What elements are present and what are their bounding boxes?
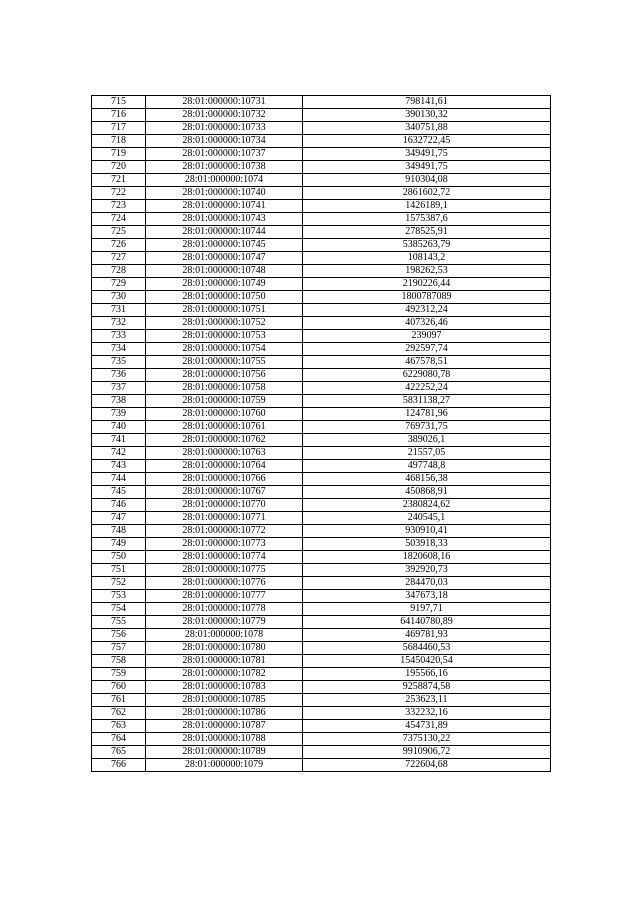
row-number-cell: 762 — [92, 707, 146, 720]
cadastral-number-cell: 28:01:000000:10772 — [146, 525, 303, 538]
cadastral-value-cell: 124781,96 — [303, 408, 551, 421]
cadastral-number-cell: 28:01:000000:10761 — [146, 421, 303, 434]
cadastral-value-cell: 239097 — [303, 330, 551, 343]
table-row — [92, 642, 551, 655]
cadastral-value-cell: 5385263,79 — [303, 239, 551, 252]
cadastral-value-cell: 492312,24 — [303, 304, 551, 317]
cadastral-number-cell: 28:01:000000:10733 — [146, 122, 303, 135]
cadastral-value-cell: 108143,2 — [303, 252, 551, 265]
table-row — [92, 473, 551, 486]
table-row — [92, 525, 551, 538]
cadastral-value-cell: 1426189,1 — [303, 200, 551, 213]
row-number-cell: 738 — [92, 395, 146, 408]
table-row — [92, 603, 551, 616]
table-row — [92, 161, 551, 174]
cadastral-number-cell: 28:01:000000:10744 — [146, 226, 303, 239]
table-row — [92, 239, 551, 252]
cadastral-number-cell: 28:01:000000:10781 — [146, 655, 303, 668]
cadastral-number-cell: 28:01:000000:10785 — [146, 694, 303, 707]
table-row — [92, 252, 551, 265]
table-row — [92, 759, 551, 772]
cadastral-value-cell: 422252,24 — [303, 382, 551, 395]
row-number-cell: 746 — [92, 499, 146, 512]
cadastral-value-cell: 5831138,27 — [303, 395, 551, 408]
row-number-cell: 744 — [92, 473, 146, 486]
cadastral-number-cell: 28:01:000000:10741 — [146, 200, 303, 213]
row-number-cell: 743 — [92, 460, 146, 473]
cadastral-value-cell: 930910,41 — [303, 525, 551, 538]
table-row — [92, 460, 551, 473]
cadastral-value-cell: 240545,1 — [303, 512, 551, 525]
cadastral-number-cell: 28:01:000000:10779 — [146, 616, 303, 629]
row-number-cell: 735 — [92, 356, 146, 369]
table-row — [92, 330, 551, 343]
row-number-cell: 722 — [92, 187, 146, 200]
cadastral-number-cell: 28:01:000000:10759 — [146, 395, 303, 408]
row-number-cell: 747 — [92, 512, 146, 525]
cadastral-value-cell: 278525,91 — [303, 226, 551, 239]
table-row — [92, 564, 551, 577]
cadastral-number-cell: 28:01:000000:10778 — [146, 603, 303, 616]
cadastral-value-cell: 332232,16 — [303, 707, 551, 720]
row-number-cell: 757 — [92, 642, 146, 655]
table-row — [92, 707, 551, 720]
cadastral-number-cell: 28:01:000000:10774 — [146, 551, 303, 564]
cadastral-number-cell: 28:01:000000:10747 — [146, 252, 303, 265]
cadastral-number-cell: 28:01:000000:10754 — [146, 343, 303, 356]
row-number-cell: 761 — [92, 694, 146, 707]
cadastral-value-cell: 64140780,89 — [303, 616, 551, 629]
row-number-cell: 754 — [92, 603, 146, 616]
table-row — [92, 96, 551, 109]
cadastral-value-cell: 407326,46 — [303, 317, 551, 330]
cadastral-number-cell: 28:01:000000:10751 — [146, 304, 303, 317]
cadastral-number-cell: 28:01:000000:10753 — [146, 330, 303, 343]
cadastral-number-cell: 28:01:000000:10771 — [146, 512, 303, 525]
row-number-cell: 723 — [92, 200, 146, 213]
table-row — [92, 655, 551, 668]
cadastral-number-cell: 28:01:000000:10786 — [146, 707, 303, 720]
cadastral-value-cell: 198262,53 — [303, 265, 551, 278]
cadastral-value-cell: 2861602,72 — [303, 187, 551, 200]
cadastral-number-cell: 28:01:000000:10758 — [146, 382, 303, 395]
row-number-cell: 758 — [92, 655, 146, 668]
cadastral-value-cell: 2190226,44 — [303, 278, 551, 291]
cadastral-value-cell: 1575387,6 — [303, 213, 551, 226]
cadastral-value-cell: 6229080,78 — [303, 369, 551, 382]
cadastral-value-cell: 253623,11 — [303, 694, 551, 707]
cadastral-value-cell: 467578,51 — [303, 356, 551, 369]
cadastral-value-cell: 389026,1 — [303, 434, 551, 447]
cadastral-number-cell: 28:01:000000:10731 — [146, 96, 303, 109]
row-number-cell: 749 — [92, 538, 146, 551]
row-number-cell: 727 — [92, 252, 146, 265]
table-row — [92, 616, 551, 629]
cadastral-value-cell: 2380824,62 — [303, 499, 551, 512]
table-row — [92, 694, 551, 707]
table-row — [92, 577, 551, 590]
cadastral-number-cell: 28:01:000000:10766 — [146, 473, 303, 486]
table-row — [92, 486, 551, 499]
cadastral-number-cell: 28:01:000000:10783 — [146, 681, 303, 694]
row-number-cell: 741 — [92, 434, 146, 447]
cadastral-number-cell: 28:01:000000:10734 — [146, 135, 303, 148]
cadastral-value-cell: 722604,68 — [303, 759, 551, 772]
table-row — [92, 538, 551, 551]
cadastral-number-cell: 28:01:000000:10789 — [146, 746, 303, 759]
cadastral-value-cell: 349491,75 — [303, 161, 551, 174]
table-row — [92, 629, 551, 642]
cadastral-value-cell: 9197,71 — [303, 603, 551, 616]
table-row — [92, 343, 551, 356]
cadastral-value-cell: 769731,75 — [303, 421, 551, 434]
cadastral-number-cell: 28:01:000000:10756 — [146, 369, 303, 382]
cadastral-value-cell: 5684460,53 — [303, 642, 551, 655]
cadastral-number-cell: 28:01:000000:10760 — [146, 408, 303, 421]
cadastral-value-cell: 497748,8 — [303, 460, 551, 473]
row-number-cell: 760 — [92, 681, 146, 694]
table-row — [92, 304, 551, 317]
cadastral-value-cell: 392920,73 — [303, 564, 551, 577]
row-number-cell: 732 — [92, 317, 146, 330]
cadastral-value-cell: 910304,08 — [303, 174, 551, 187]
row-number-cell: 733 — [92, 330, 146, 343]
cadastral-value-cell: 284470,03 — [303, 577, 551, 590]
row-number-cell: 737 — [92, 382, 146, 395]
cadastral-value-cell: 798141,61 — [303, 96, 551, 109]
row-number-cell: 729 — [92, 278, 146, 291]
row-number-cell: 766 — [92, 759, 146, 772]
row-number-cell: 742 — [92, 447, 146, 460]
table-row — [92, 213, 551, 226]
row-number-cell: 755 — [92, 616, 146, 629]
cadastral-number-cell: 28:01:000000:10748 — [146, 265, 303, 278]
row-number-cell: 764 — [92, 733, 146, 746]
row-number-cell: 728 — [92, 265, 146, 278]
table-row — [92, 369, 551, 382]
table-row — [92, 447, 551, 460]
table-row — [92, 226, 551, 239]
table-row — [92, 551, 551, 564]
cadastral-number-cell: 28:01:000000:10752 — [146, 317, 303, 330]
table-row — [92, 590, 551, 603]
row-number-cell: 720 — [92, 161, 146, 174]
table-row — [92, 720, 551, 733]
cadastral-number-cell: 28:01:000000:1079 — [146, 759, 303, 772]
table-row — [92, 499, 551, 512]
cadastral-number-cell: 28:01:000000:10750 — [146, 291, 303, 304]
cadastral-number-cell: 28:01:000000:10787 — [146, 720, 303, 733]
row-number-cell: 748 — [92, 525, 146, 538]
cadastral-value-cell: 469781,93 — [303, 629, 551, 642]
row-number-cell: 753 — [92, 590, 146, 603]
table-row — [92, 746, 551, 759]
cadastral-number-cell: 28:01:000000:10767 — [146, 486, 303, 499]
row-number-cell: 759 — [92, 668, 146, 681]
table-row — [92, 434, 551, 447]
cadastral-value-cell: 340751,88 — [303, 122, 551, 135]
cadastral-number-cell: 28:01:000000:10745 — [146, 239, 303, 252]
cadastral-number-cell: 28:01:000000:10737 — [146, 148, 303, 161]
cadastral-number-cell: 28:01:000000:10763 — [146, 447, 303, 460]
row-number-cell: 718 — [92, 135, 146, 148]
table-row — [92, 317, 551, 330]
cadastral-value-table — [91, 95, 551, 772]
row-number-cell: 721 — [92, 174, 146, 187]
cadastral-value-cell: 349491,75 — [303, 148, 551, 161]
cadastral-number-cell: 28:01:000000:10755 — [146, 356, 303, 369]
cadastral-number-cell: 28:01:000000:1074 — [146, 174, 303, 187]
table-row — [92, 135, 551, 148]
cadastral-number-cell: 28:01:000000:10762 — [146, 434, 303, 447]
cadastral-value-cell: 450868,91 — [303, 486, 551, 499]
table-row — [92, 668, 551, 681]
cadastral-value-cell: 21557,05 — [303, 447, 551, 460]
row-number-cell: 745 — [92, 486, 146, 499]
row-number-cell: 730 — [92, 291, 146, 304]
cadastral-number-cell: 28:01:000000:10740 — [146, 187, 303, 200]
row-number-cell: 756 — [92, 629, 146, 642]
cadastral-value-cell: 195566,16 — [303, 668, 551, 681]
cadastral-number-cell: 28:01:000000:10782 — [146, 668, 303, 681]
row-number-cell: 750 — [92, 551, 146, 564]
row-number-cell: 715 — [92, 96, 146, 109]
table-row — [92, 265, 551, 278]
cadastral-number-cell: 28:01:000000:10743 — [146, 213, 303, 226]
row-number-cell: 736 — [92, 369, 146, 382]
row-number-cell: 724 — [92, 213, 146, 226]
table-row — [92, 122, 551, 135]
cadastral-number-cell: 28:01:000000:10738 — [146, 161, 303, 174]
table-row — [92, 187, 551, 200]
cadastral-number-cell: 28:01:000000:10770 — [146, 499, 303, 512]
table-row — [92, 512, 551, 525]
row-number-cell: 751 — [92, 564, 146, 577]
table-row — [92, 148, 551, 161]
cadastral-value-cell: 15450420,54 — [303, 655, 551, 668]
table-row — [92, 421, 551, 434]
cadastral-number-cell: 28:01:000000:10777 — [146, 590, 303, 603]
table-body — [92, 96, 551, 772]
cadastral-value-cell: 7375130,22 — [303, 733, 551, 746]
cadastral-value-cell: 390130,32 — [303, 109, 551, 122]
row-number-cell: 719 — [92, 148, 146, 161]
table-row — [92, 200, 551, 213]
cadastral-number-cell: 28:01:000000:10776 — [146, 577, 303, 590]
row-number-cell: 716 — [92, 109, 146, 122]
cadastral-number-cell: 28:01:000000:10788 — [146, 733, 303, 746]
row-number-cell: 725 — [92, 226, 146, 239]
row-number-cell: 740 — [92, 421, 146, 434]
cadastral-value-cell: 1632722,45 — [303, 135, 551, 148]
cadastral-number-cell: 28:01:000000:1078 — [146, 629, 303, 642]
cadastral-value-cell: 292597,74 — [303, 343, 551, 356]
row-number-cell: 734 — [92, 343, 146, 356]
row-number-cell: 752 — [92, 577, 146, 590]
cadastral-value-cell: 9258874,58 — [303, 681, 551, 694]
cadastral-value-cell: 503918,33 — [303, 538, 551, 551]
cadastral-number-cell: 28:01:000000:10732 — [146, 109, 303, 122]
row-number-cell: 726 — [92, 239, 146, 252]
cadastral-number-cell: 28:01:000000:10775 — [146, 564, 303, 577]
table-row — [92, 681, 551, 694]
table-row — [92, 278, 551, 291]
row-number-cell: 717 — [92, 122, 146, 135]
cadastral-number-cell: 28:01:000000:10780 — [146, 642, 303, 655]
table-row — [92, 733, 551, 746]
table-row — [92, 395, 551, 408]
cadastral-value-cell: 1820608,16 — [303, 551, 551, 564]
cadastral-value-cell: 468156,38 — [303, 473, 551, 486]
row-number-cell: 763 — [92, 720, 146, 733]
cadastral-value-cell: 347673,18 — [303, 590, 551, 603]
table-row — [92, 382, 551, 395]
cadastral-value-cell: 1800787089 — [303, 291, 551, 304]
table-row — [92, 291, 551, 304]
cadastral-value-cell: 454731,89 — [303, 720, 551, 733]
table-row — [92, 408, 551, 421]
table-row — [92, 174, 551, 187]
cadastral-value-cell: 9910906,72 — [303, 746, 551, 759]
cadastral-number-cell: 28:01:000000:10764 — [146, 460, 303, 473]
cadastral-number-cell: 28:01:000000:10773 — [146, 538, 303, 551]
table-row — [92, 356, 551, 369]
row-number-cell: 731 — [92, 304, 146, 317]
table-row — [92, 109, 551, 122]
cadastral-number-cell: 28:01:000000:10749 — [146, 278, 303, 291]
row-number-cell: 739 — [92, 408, 146, 421]
row-number-cell: 765 — [92, 746, 146, 759]
